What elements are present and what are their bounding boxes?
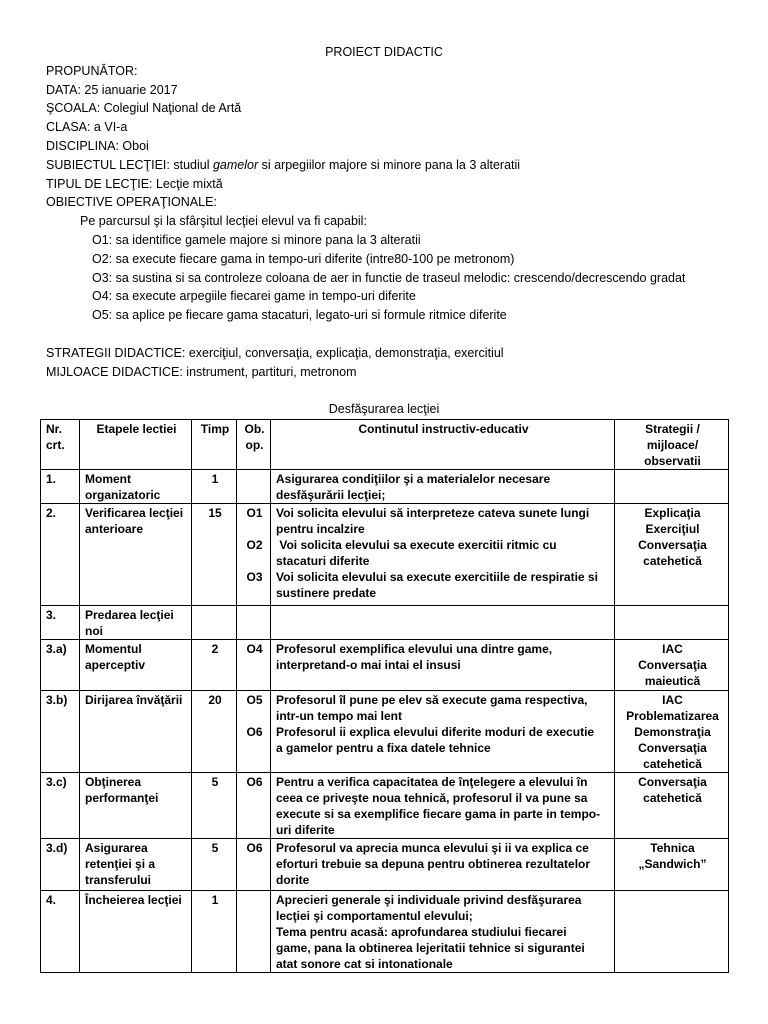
content-text: pentru incalzire (276, 521, 365, 536)
cell-nr (41, 639, 80, 690)
lesson-table-head (41, 419, 729, 469)
column-header-content (271, 419, 615, 469)
cell-objective (237, 690, 271, 772)
strategies-text: Conversaţia (638, 774, 707, 789)
lesson-table (40, 419, 729, 973)
cell-time (192, 772, 237, 838)
time-text: 1 (211, 892, 219, 907)
stage-text: aperceptiv (85, 657, 146, 672)
cell-nr (41, 605, 80, 639)
table-row (41, 605, 729, 639)
time-text: 5 (211, 774, 219, 789)
nr-text: 3.b) (46, 692, 68, 707)
content-text: Tema pentru acasă: aprofundarea studiului fiecarei (276, 924, 567, 939)
cell-stage (80, 890, 192, 972)
cell-stage (80, 639, 192, 690)
cell-nr (41, 503, 80, 605)
objectives-intro: Pe parcursul şi la sfârşitul lecţiei elevul va fi capabil: (80, 214, 367, 229)
time-text: 5 (211, 840, 219, 855)
cell-objective (237, 503, 271, 605)
objective-item: O1: sa identifice gamele majore si minore pana la 3 alteratii (92, 232, 421, 247)
objectives-heading: OBIECTIVE OPERAŢIONALE: (46, 195, 217, 210)
column-header-text: Timp (200, 421, 230, 436)
objective-text: O2 (246, 537, 263, 552)
objective-text: O6 (246, 774, 263, 789)
objective-text: O3 (246, 569, 263, 584)
objective-item: O5: sa aplice pe fiecare gama stacaturi, legato-uri si formule ritmice diferite (92, 308, 507, 323)
cell-stage (80, 469, 192, 503)
strategies-text: Conversaţia (638, 537, 707, 552)
content-text: sustinere predate (276, 585, 377, 600)
strategies-text: catehetică (643, 790, 702, 805)
column-header-strategies (615, 419, 729, 469)
content-text: desfăşurării lecţiei; (276, 487, 386, 502)
lesson-table-body (41, 469, 729, 972)
cell-time (192, 469, 237, 503)
stage-text: Predarea lecţiei (85, 607, 174, 622)
content-text: uri diferite (276, 822, 335, 837)
cell-content (271, 639, 615, 690)
cell-time (192, 605, 237, 639)
cell-objective (237, 605, 271, 639)
date-field: DATA: 25 ianuarie 2017 (46, 82, 178, 97)
cell-content (271, 605, 615, 639)
column-header-text: Ob. (244, 421, 265, 436)
cell-nr (41, 838, 80, 890)
strategies-text: catehetică (643, 756, 702, 771)
cell-strategies (615, 890, 729, 972)
objective-text: O6 (246, 840, 263, 855)
cell-stage (80, 690, 192, 772)
objective-text: O4 (246, 641, 263, 656)
strategies-text: catehetică (643, 553, 702, 568)
column-header-nr (41, 419, 80, 469)
cell-time (192, 639, 237, 690)
content-text: Asigurarea condiţiilor şi a materialelor necesare (276, 471, 551, 486)
cell-strategies (615, 838, 729, 890)
cell-stage (80, 605, 192, 639)
strategies-text: Conversaţia (638, 740, 707, 755)
document-title: PROIECT DIDACTIC (325, 45, 443, 59)
column-header-objective (237, 419, 271, 469)
cell-time (192, 890, 237, 972)
subject-italic-word: gamelor (212, 157, 259, 172)
objective-text: O6 (246, 724, 263, 739)
objective-text (242, 553, 267, 569)
nr-text: 3.c) (46, 774, 67, 789)
content-text: Aprecieri generale şi individuale privind desfăşurarea (276, 892, 582, 907)
content-text: Voi solicita elevului să interpreteze cateva sunete lungi (276, 505, 590, 520)
content-text: a gamelor pentru a fixa datele tehnice (276, 740, 491, 755)
column-header-text: crt. (46, 437, 65, 452)
stage-text: noi (85, 623, 103, 638)
objective-item: O3: sa sustina si sa controleze coloana de aer in functie de traseul melodic: crescendo/decrescendo gradat (92, 270, 686, 285)
nr-text: 2. (46, 505, 57, 520)
table-header-row (41, 419, 729, 469)
cell-content (271, 469, 615, 503)
cell-strategies (615, 772, 729, 838)
nr-text: 3.a) (46, 641, 67, 656)
time-text: 1 (211, 471, 219, 486)
time-text: 15 (208, 505, 222, 520)
strategies-text: Exerciţiul (645, 521, 700, 536)
stage-text: Obţinerea (85, 774, 142, 789)
content-text: game, pana la obtinerea lejeritatii tehnice si sigurantei (276, 940, 585, 955)
nr-text: 3.d) (46, 840, 68, 855)
stage-text: anterioare (85, 521, 144, 536)
column-header-text: Etapele lectiei (96, 421, 177, 436)
table-row (41, 469, 729, 503)
content-text: Pentru a verifica capacitatea de înţelegere a elevului în (276, 774, 588, 789)
column-header-text: Nr. (46, 421, 63, 436)
cell-nr (41, 469, 80, 503)
content-text: intr-un tempo mai lent (276, 708, 402, 723)
stage-text: Verificarea lecţiei (85, 505, 184, 520)
stage-text: retenţiei şi a (85, 856, 156, 871)
content-text: stacaturi diferite (276, 553, 370, 568)
subject-label: SUBIECTUL LECŢIEI: studiul (46, 157, 213, 172)
stage-text: Dirijarea învăţării (85, 692, 183, 707)
content-text: atat sonore cat si intonationale (276, 956, 453, 971)
cell-objective (237, 469, 271, 503)
cell-nr (41, 772, 80, 838)
strategies-text: Demonstraţia (634, 724, 711, 739)
cell-time (192, 690, 237, 772)
school-field: ŞCOALA: Colegiul Naţional de Artă (46, 101, 242, 116)
cell-content (271, 890, 615, 972)
time-text: 2 (211, 641, 219, 656)
content-text: Profesorul ii explica elevului diferite moduri de executie (276, 724, 595, 739)
nr-text: 1. (46, 471, 57, 486)
cell-strategies (615, 469, 729, 503)
strategies-field: STRATEGII DIDACTICE: exerciţiul, conversaţia, explicaţia, demonstraţia, exercitiul (46, 345, 504, 360)
cell-content (271, 503, 615, 605)
cell-nr (41, 690, 80, 772)
cell-objective (237, 890, 271, 972)
objective-text (242, 521, 267, 537)
strategies-text: „Sandwich” (638, 856, 707, 871)
table-row (41, 890, 729, 972)
nr-text: 3. (46, 607, 57, 622)
stage-text: Încheierea lecţiei (85, 892, 182, 907)
strategies-text: IAC (662, 692, 683, 707)
cell-content (271, 838, 615, 890)
proposer-field: PROPUNĂTOR: (46, 63, 138, 78)
column-header-text: Continutul instructiv-educativ (358, 421, 529, 436)
content-text: Profesorul exemplifica elevului una dintre game, (276, 641, 553, 656)
time-text: 20 (208, 692, 222, 707)
lesson-type-field: TIPUL DE LECŢIE: Lecţie mixtă (46, 176, 223, 191)
column-header-stage (80, 419, 192, 469)
content-text: ceea ce priveşte noua tehnică, profesorul il va pune sa (276, 790, 588, 805)
stage-text: Moment (85, 471, 131, 486)
spacer (0, 381, 768, 400)
stage-text: Asigurarea (85, 840, 148, 855)
cell-time (192, 838, 237, 890)
subject-rest: si arpegiilor majore si minore pana la 3 alteratii (258, 157, 521, 172)
cell-content (271, 690, 615, 772)
strategies-text: Problematizarea (626, 708, 719, 723)
column-header-text: Strategii / (645, 421, 700, 436)
cell-objective (237, 639, 271, 690)
spacer (0, 325, 768, 344)
content-text: Profesorul îl pune pe elev să execute gama respectiva, (276, 692, 588, 707)
content-text: Profesorul va aprecia munca elevului şi ii va explica ce (276, 840, 589, 855)
table-caption: Desfăşurarea lecţiei (328, 402, 440, 417)
cell-time (192, 503, 237, 605)
stage-text: transferului (85, 872, 152, 887)
table-row (41, 772, 729, 838)
class-field: CLASA: a VI-a (46, 120, 128, 135)
stage-text: performanţei (85, 790, 159, 805)
table-row (41, 690, 729, 772)
stage-text: organizatoric (85, 487, 161, 502)
table-row (41, 503, 729, 605)
objective-item: O4: sa execute arpegiile fiecarei game in tempo-uri diferite (92, 289, 416, 304)
content-text: Voi solicita elevului sa execute exercitii ritmic cu (276, 537, 557, 552)
cell-content (271, 772, 615, 838)
strategies-text: IAC (662, 641, 683, 656)
lesson-plan-document (0, 43, 768, 973)
strategies-text: Tehnica (650, 840, 695, 855)
content-text: interpretand-o mai intai el insusi (276, 657, 461, 672)
strategies-text: maieutică (644, 673, 701, 688)
strategies-text: Conversaţia (638, 657, 707, 672)
objective-text (242, 708, 267, 724)
cell-stage (80, 503, 192, 605)
cell-stage (80, 772, 192, 838)
nr-text: 4. (46, 892, 57, 907)
cell-stage (80, 838, 192, 890)
column-header-time (192, 419, 237, 469)
content-text: execute si sa exemplifice fiecare gama in parte in tempo- (276, 806, 601, 821)
cell-strategies (615, 639, 729, 690)
table-row (41, 639, 729, 690)
table-row (41, 838, 729, 890)
discipline-field: DISCIPLINA: Oboi (46, 138, 149, 153)
stage-text: Momentul (85, 641, 142, 656)
objective-text: O5 (246, 692, 263, 707)
column-header-text: mijloace/ (646, 437, 699, 452)
content-text: eforturi trebuie sa depuna pentru obtinerea rezultatelor (276, 856, 591, 871)
cell-strategies (615, 690, 729, 772)
objective-text: O1 (246, 505, 263, 520)
cell-objective (237, 838, 271, 890)
cell-strategies (615, 503, 729, 605)
strategies-text: Explicaţia (644, 505, 701, 520)
content-text: dorite (276, 872, 310, 887)
cell-nr (41, 890, 80, 972)
resources-field: MIJLOACE DIDACTICE: instrument, partituri, metronom (46, 364, 357, 379)
cell-objective (237, 772, 271, 838)
column-header-text: op. (245, 437, 264, 452)
objective-item: O2: sa execute fiecare gama in tempo-uri diferite (intre80-100 pe metronom) (92, 251, 515, 266)
content-text: lecţiei şi comportamentul elevului; (276, 908, 473, 923)
cell-strategies (615, 605, 729, 639)
subject-field (0, 156, 768, 175)
column-header-text: observatii (644, 453, 701, 468)
content-text: Voi solicita elevului sa execute exercitiile de respiratie si (276, 569, 598, 584)
